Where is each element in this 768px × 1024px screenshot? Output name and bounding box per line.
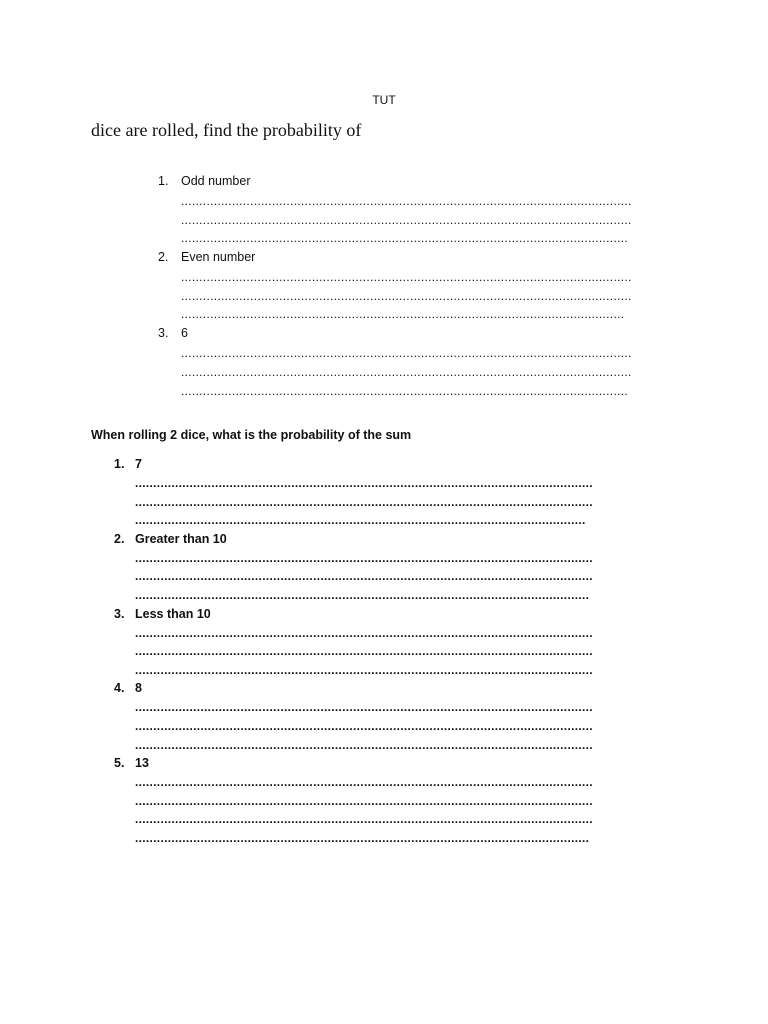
question-number: 2. <box>114 531 125 546</box>
answer-line[interactable]: ............................................................................................................................ <box>181 212 632 227</box>
answer-line[interactable]: .............................................................................................................................. <box>135 569 593 584</box>
answer-line[interactable]: ............................................................................................................................ <box>181 364 632 379</box>
question-number: 3. <box>114 606 125 621</box>
question-item <box>114 456 680 531</box>
question-number: 1. <box>158 174 169 188</box>
question-number: 4. <box>114 681 125 696</box>
answer-line[interactable]: .............................................................................................................................. <box>135 793 593 808</box>
question-item <box>114 680 680 755</box>
section2-question-list <box>114 456 680 849</box>
answer-line[interactable]: .............................................................................................................................. <box>135 737 593 752</box>
answer-line[interactable]: ........................................................................................................................... <box>181 231 628 246</box>
section1-title: dice are rolled, find the probability of <box>91 120 362 140</box>
question-label: Greater than 10 <box>135 531 227 546</box>
answer-line[interactable]: ............................................................................................................................ <box>135 513 586 528</box>
answer-line[interactable]: .............................................................................................................................. <box>135 775 593 790</box>
question-label: 6 <box>181 326 188 341</box>
answer-line[interactable]: ............................................................................................................................ <box>181 288 632 303</box>
answer-line[interactable]: ............................................................................................................................ <box>181 346 632 361</box>
question-label: Even number <box>181 250 256 265</box>
question-item <box>158 249 680 325</box>
answer-line[interactable]: .............................................................................................................................. <box>135 718 593 733</box>
question-number: 1. <box>114 457 125 471</box>
question-item <box>158 173 680 249</box>
answer-line[interactable]: ........................................................................................................................... <box>181 383 628 398</box>
answer-line[interactable]: ............................................................................................................................. <box>135 587 590 602</box>
question-item <box>114 606 680 681</box>
answer-line[interactable]: .............................................................................................................................. <box>135 662 593 677</box>
answer-line[interactable]: .............................................................................................................................. <box>135 550 593 565</box>
answer-line[interactable]: ............................................................................................................................. <box>135 830 590 845</box>
answer-line[interactable]: .............................................................................................................................. <box>135 625 593 640</box>
answer-line[interactable]: ............................................................................................................................ <box>181 270 632 285</box>
answer-line[interactable]: .............................................................................................................................. <box>135 476 593 490</box>
question-label: Less than 10 <box>135 606 211 621</box>
section2-title: When rolling 2 dice, what is the probability of the sum <box>91 428 412 442</box>
question-number: 5. <box>114 756 125 771</box>
question-number: 3. <box>158 326 169 341</box>
answer-line[interactable]: .............................................................................................................................. <box>135 700 593 715</box>
answer-line[interactable]: .......................................................................................................................... <box>181 307 625 322</box>
question-number: 2. <box>158 250 169 265</box>
question-label: 13 <box>135 756 149 771</box>
answer-line[interactable]: .............................................................................................................................. <box>135 494 593 509</box>
answer-line[interactable]: ............................................................................................................................ <box>181 194 632 208</box>
question-item <box>114 755 680 848</box>
question-item <box>158 325 680 401</box>
page-header: TUT <box>372 93 396 107</box>
question-label: 7 <box>135 457 142 471</box>
answer-line[interactable]: .............................................................................................................................. <box>135 644 593 659</box>
question-label: 8 <box>135 681 142 696</box>
question-label: Odd number <box>181 174 251 188</box>
section1-question-list <box>158 173 680 401</box>
question-item <box>114 531 680 606</box>
answer-line[interactable]: .............................................................................................................................. <box>135 812 593 827</box>
